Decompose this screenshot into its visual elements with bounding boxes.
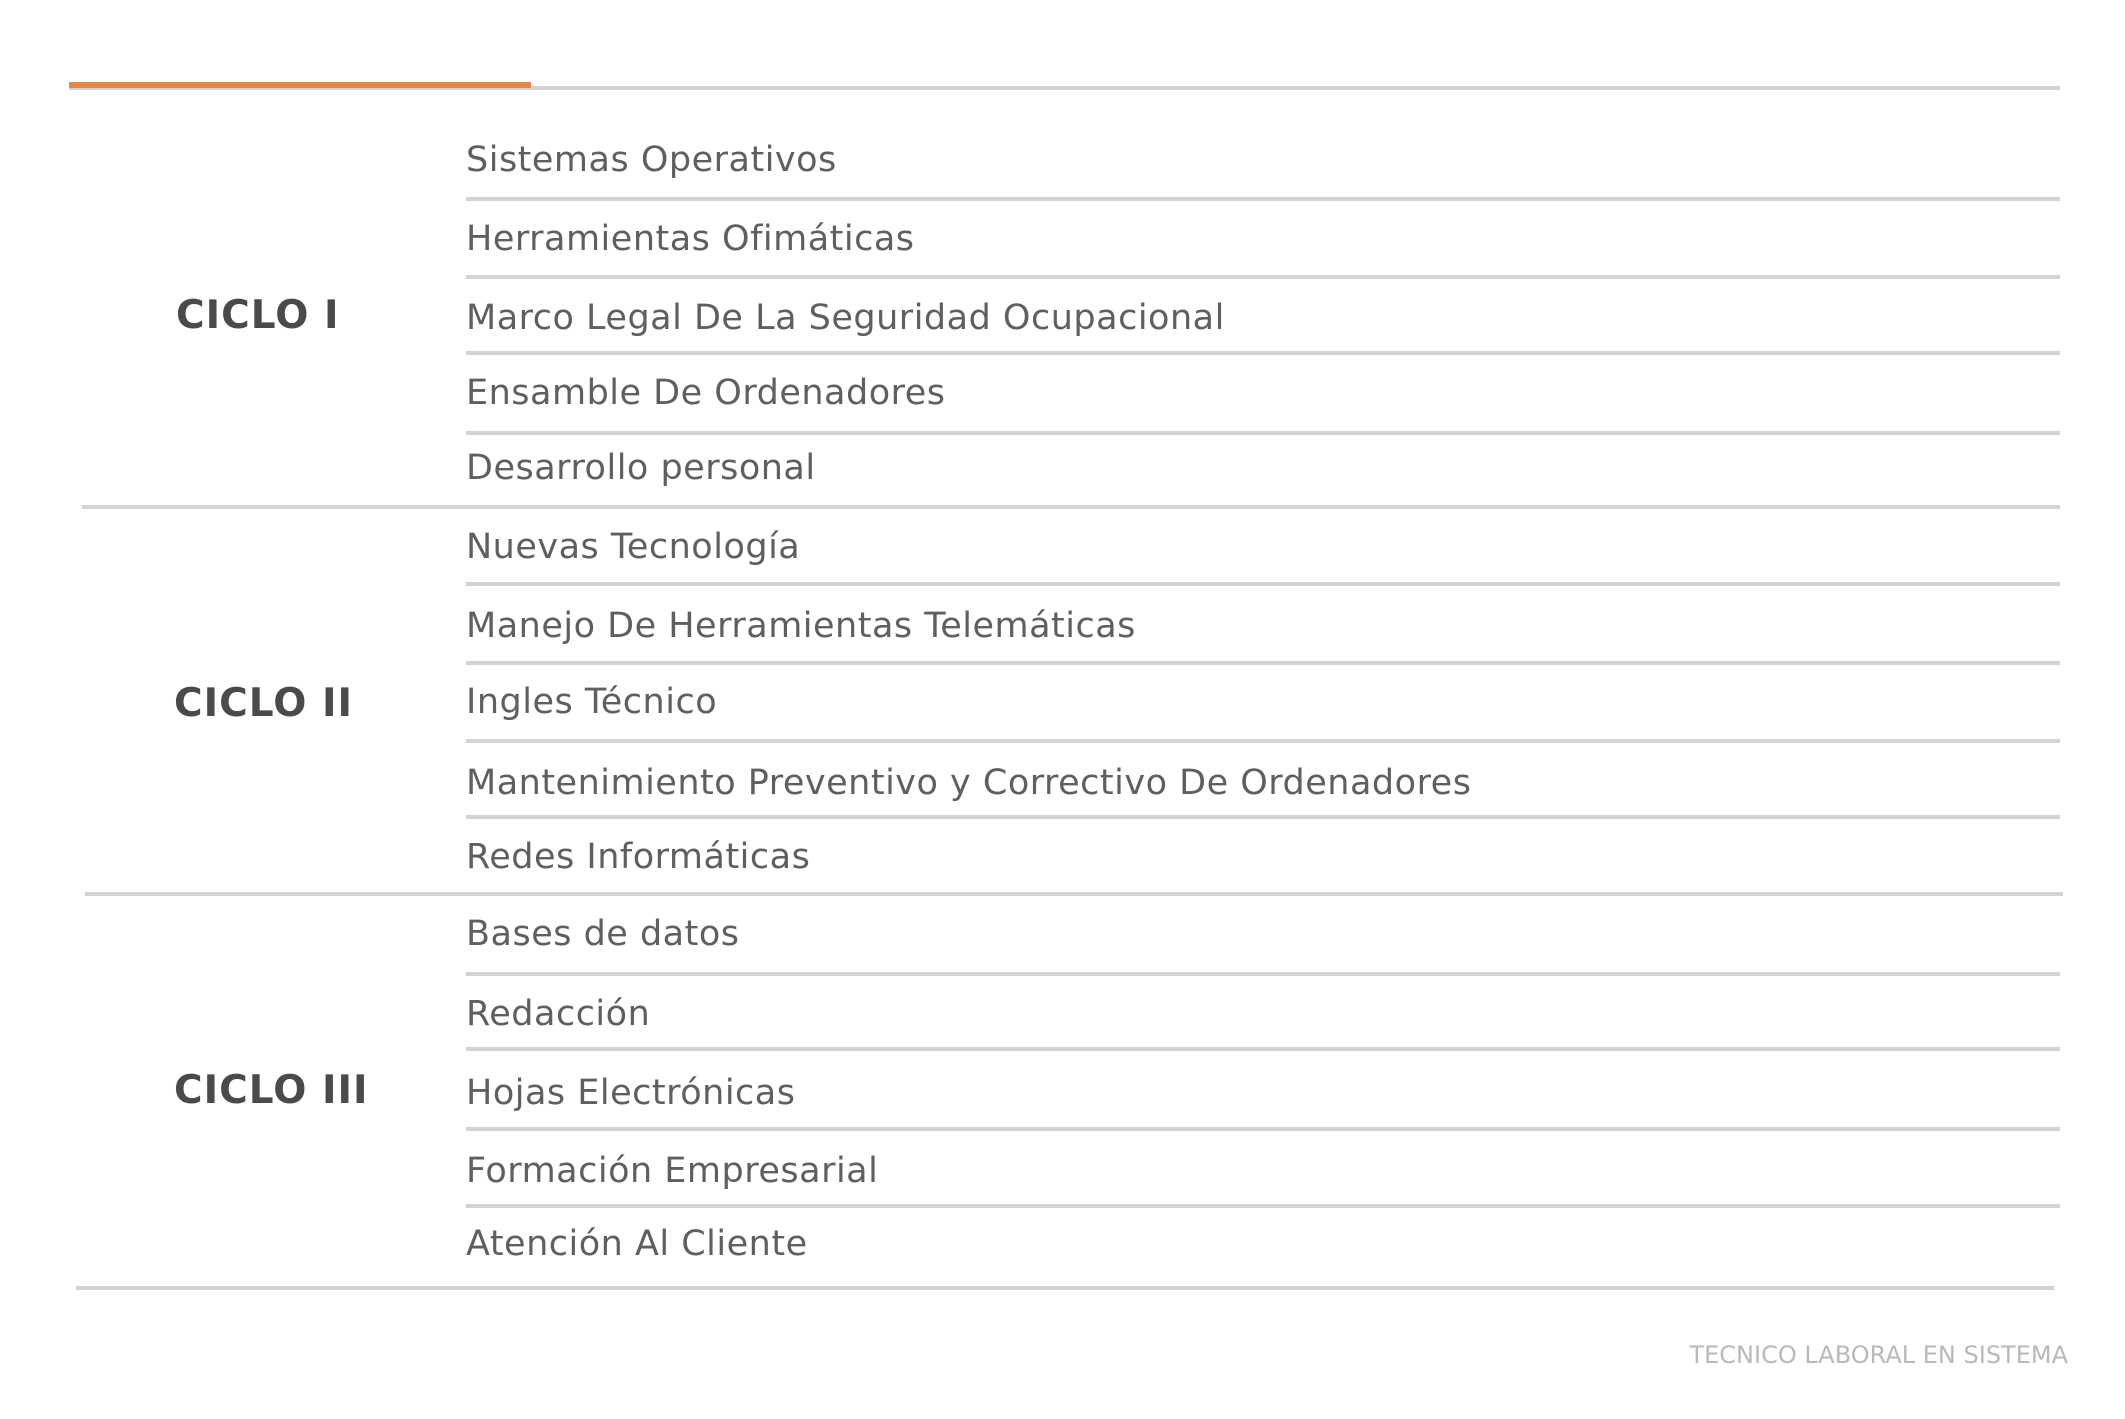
subject-label: Herramientas Ofimáticas: [466, 219, 915, 259]
footer-program-title: TECNICO LABORAL EN SISTEMA: [1689, 1341, 2068, 1369]
subject-label: Desarrollo personal: [466, 448, 816, 488]
cycle-3-label: CICLO III: [174, 1068, 369, 1113]
subject-divider: [466, 815, 2060, 819]
subject-label: Sistemas Operativos: [466, 140, 837, 180]
subject-divider: [466, 197, 2060, 201]
subject-label: Hojas Electrónicas: [466, 1073, 796, 1113]
subject-label: Redes Informáticas: [466, 837, 811, 877]
subject-label: Manejo De Herramientas Telemáticas: [466, 606, 1136, 646]
subject-label: Ensamble De Ordenadores: [466, 373, 946, 413]
cycle-3-divider: [76, 1286, 2054, 1290]
subject-divider: [466, 1127, 2060, 1131]
cycle-1-label: CICLO I: [176, 293, 340, 338]
subject-label: Redacción: [466, 994, 651, 1034]
subject-divider: [466, 1047, 2060, 1051]
subject-divider: [466, 739, 2060, 743]
subject-label: Nuevas Tecnología: [466, 527, 801, 567]
subject-label: Marco Legal De La Seguridad Ocupacional: [466, 298, 1225, 338]
subject-label: Atención Al Cliente: [466, 1224, 808, 1264]
cycle-2-divider: [85, 892, 2063, 896]
subject-label: Formación Empresarial: [466, 1151, 879, 1191]
subject-label: Bases de datos: [466, 914, 740, 954]
subject-divider: [466, 431, 2060, 435]
header-accent-bar: [69, 82, 531, 88]
cycle-2-label: CICLO II: [174, 681, 353, 726]
cycle-1-divider: [82, 505, 2060, 509]
subject-divider: [466, 275, 2060, 279]
subject-divider: [466, 351, 2060, 355]
subject-label: Mantenimiento Preventivo y Correctivo De Ordenadores: [466, 763, 1472, 803]
subject-divider: [466, 1204, 2060, 1208]
subject-divider: [466, 661, 2060, 665]
subject-label: Ingles Técnico: [466, 682, 718, 722]
subject-divider: [466, 972, 2060, 976]
subject-divider: [466, 582, 2060, 586]
